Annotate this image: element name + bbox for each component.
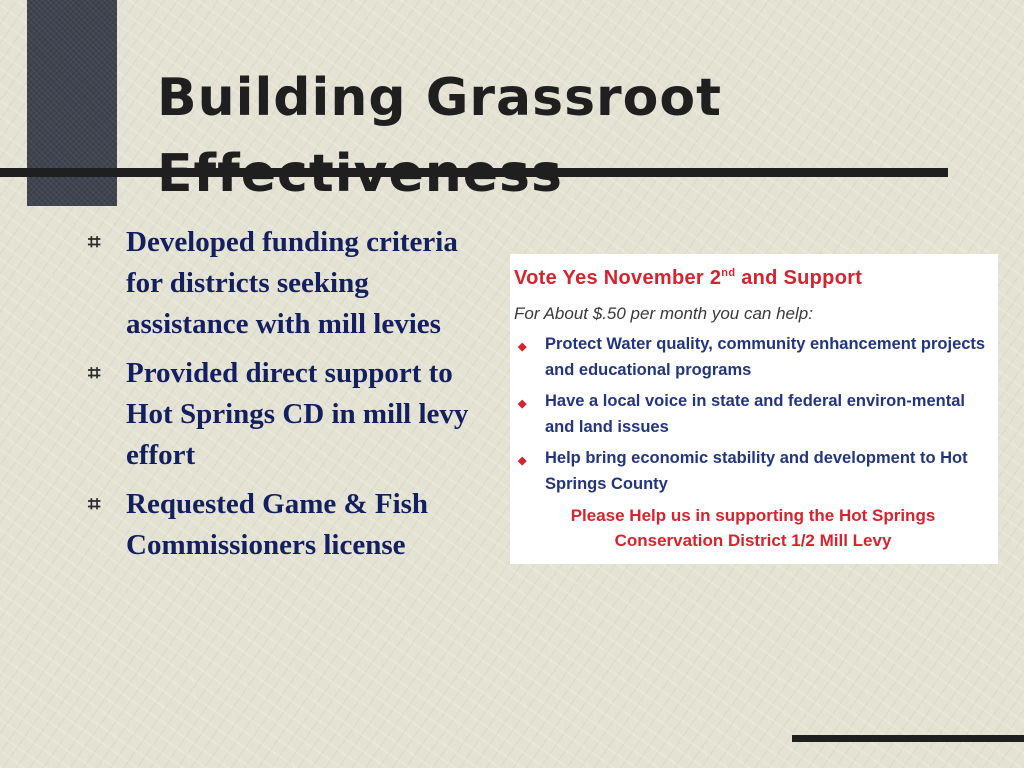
bullet-list xyxy=(88,222,498,574)
bottom-rule xyxy=(792,735,1024,742)
flyer-headline-part-1: Vote Yes November 2 xyxy=(514,267,722,289)
vote-flyer xyxy=(510,254,998,564)
diamond-bullet-icon: ◆ xyxy=(518,341,527,353)
flyer-footer xyxy=(514,503,992,553)
flyer-footer-line-2: Conservation District 1/2 Mill Levy xyxy=(614,531,892,550)
flyer-item-1 xyxy=(514,331,992,383)
flyer-intro: For About $.50 per month you can help: xyxy=(514,304,813,323)
slide-title xyxy=(157,60,917,212)
hash-bullet-icon: ⌗ xyxy=(88,361,101,386)
bullet-item-3 xyxy=(88,484,498,566)
flyer-list xyxy=(514,331,992,497)
bullet-item-1 xyxy=(88,222,498,345)
flyer-item-text-1: Protect Water quality, community enhancement projects and educational programs xyxy=(545,335,986,379)
flyer-item-3 xyxy=(514,445,992,497)
flyer-headline-superscript: nd xyxy=(721,267,736,279)
flyer-footer-line-1: Please Help us in supporting the Hot Springs xyxy=(570,506,936,525)
diamond-bullet-icon: ◆ xyxy=(518,398,527,410)
hash-bullet-icon: ⌗ xyxy=(88,492,101,517)
flyer-item-text-2: Have a local voice in state and federal environ-mental and land issues xyxy=(545,392,965,436)
flyer-item-text-3: Help bring economic stability and development to Hot Springs County xyxy=(545,449,968,493)
flyer-headline xyxy=(514,258,992,293)
flyer-headline-part-2: and Support xyxy=(735,267,863,289)
flyer-item-2 xyxy=(514,388,992,440)
hash-bullet-icon: ⌗ xyxy=(88,230,101,255)
bullet-text-2: Provided direct support to Hot Springs CD in mill levy effort xyxy=(126,357,469,471)
bullet-item-2 xyxy=(88,353,498,476)
slide-title-line-2: Effectiveness xyxy=(157,144,563,204)
slide-title-line-1: Building Grassroot xyxy=(157,68,722,128)
bullet-text-1: Developed funding criteria for districts seeking assistance with mill levies xyxy=(126,226,458,340)
diamond-bullet-icon: ◆ xyxy=(518,455,527,467)
bullet-text-3: Requested Game & Fish Commissioners license xyxy=(126,488,429,561)
